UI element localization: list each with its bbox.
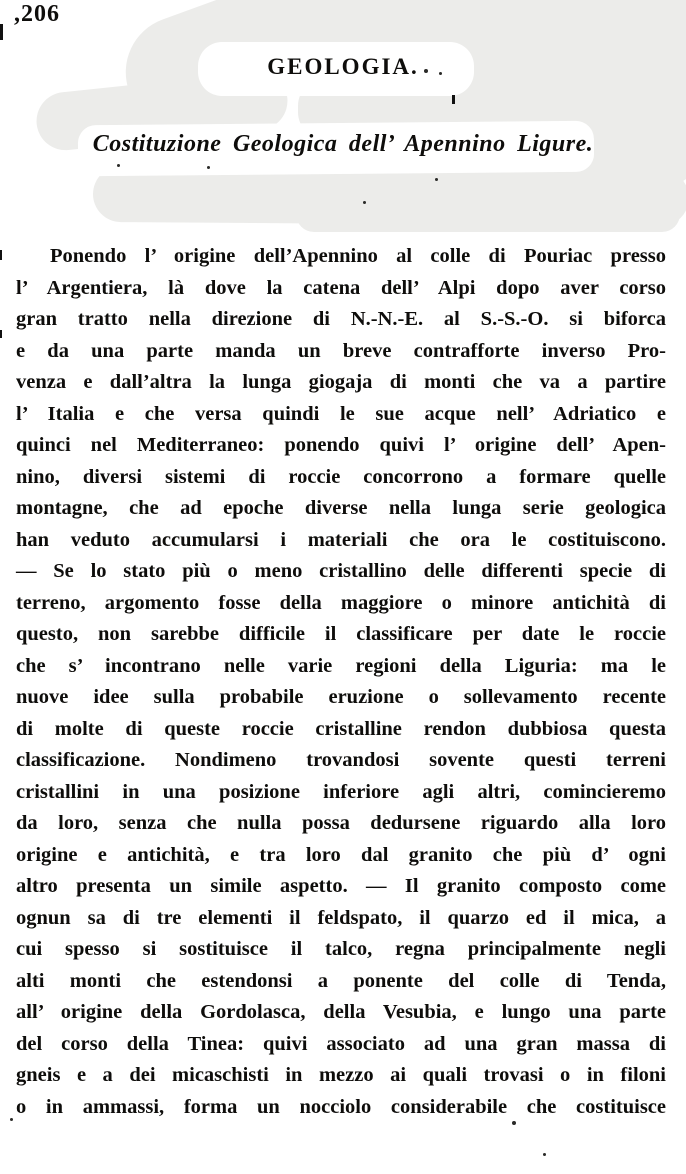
body-text bbox=[16, 241, 666, 1123]
text-line: all’ origine della Gordolasca, della Vesubia, e lungo una parte bbox=[16, 1001, 666, 1023]
scan-speck bbox=[207, 166, 210, 169]
scan-speck bbox=[435, 178, 438, 181]
text-line: e da una parte manda un breve contrafforte inverso Pro- bbox=[16, 339, 666, 362]
text-line: classificazione. Nondimeno trovandosi sovente questi terreni bbox=[16, 749, 666, 771]
scan-edge-artifact bbox=[0, 250, 2, 260]
text-line: da loro, senza che nulla possa dedursene riguardo alla loro bbox=[16, 812, 666, 834]
text-line: nuove idee sulla probabile eruzione o sollevamento recente bbox=[16, 686, 666, 708]
scan-speck bbox=[10, 1118, 13, 1121]
text-line: Ponendo l’ origine dell’Apennino al colle di Pouriac presso bbox=[50, 245, 666, 267]
scan-stain bbox=[296, 196, 680, 232]
text-line: origine e antichità, e tra loro dal granito che più d’ ogni bbox=[16, 843, 666, 866]
text-line: quinci nel Mediterraneo: ponendo quivi l’ origine dell’ Apen- bbox=[16, 434, 666, 456]
section-title: GEOLOGIA. bbox=[267, 54, 419, 79]
text-line: che s’ incontrano nelle varie regioni della Liguria: ma le bbox=[16, 654, 666, 677]
text-line: nino, diversi sistemi di roccie concorrono a formare quelle bbox=[16, 465, 666, 488]
text-line: alti monti che estendonsi a ponente del colle di Tenda, bbox=[16, 969, 666, 992]
text-line: venza e dall’altra la lunga giogaja di monti che va a partire bbox=[16, 371, 666, 393]
scan-edge-artifact bbox=[0, 24, 3, 40]
scan-speck bbox=[117, 164, 120, 167]
text-line: montagne, che ad epoche diverse nella lunga serie geologica bbox=[16, 497, 666, 519]
text-line: gneis e a dei micaschisti in mezzo ai quali trovasi o in filoni bbox=[16, 1064, 666, 1086]
text-line: terreno, argomento fosse della maggiore o minore antichità di bbox=[16, 591, 666, 614]
scan-speck bbox=[439, 72, 442, 75]
text-line: ognun sa di tre elementi il feldspato, il quarzo ed il mica, a bbox=[16, 906, 666, 929]
text-line: o in ammassi, forma un nocciolo considerabile che costituisce bbox=[16, 1095, 666, 1118]
text-line: han veduto accumularsi i materiali che ora le costituiscono. bbox=[16, 528, 666, 551]
text-line: altro presenta un simile aspetto. — Il granito composto come bbox=[16, 875, 666, 897]
text-line: del corso della Tinea: quivi associato ad una gran massa di bbox=[16, 1032, 666, 1055]
scan-speck bbox=[543, 1153, 546, 1156]
scan-speck bbox=[452, 95, 455, 104]
text-line: cristallini in una posizione inferiore agli altri, comincieremo bbox=[16, 780, 666, 803]
scan-speck bbox=[363, 201, 366, 204]
text-line: l’ Italia e che versa quindi le sue acque nell’ Adriatico e bbox=[16, 402, 666, 425]
text-line: cui spesso si sostituisce il talco, regna principalmente negli bbox=[16, 938, 666, 960]
scan-speck bbox=[512, 1121, 516, 1125]
page-number: ,206 bbox=[14, 1, 60, 27]
scan-edge-artifact bbox=[0, 330, 2, 338]
text-line: l’ Argentiera, là dove la catena dell’ Alpi dopo aver corso bbox=[16, 276, 666, 299]
text-line: — Se lo stato più o meno cristallino delle differenti specie di bbox=[16, 560, 666, 582]
text-line: questo, non sarebbe difficile il classificare per date le roccie bbox=[16, 623, 666, 645]
text-line: gran tratto nella direzione di N.-N.-E. al S.-S.-O. si biforca bbox=[16, 308, 666, 330]
text-line: di molte di queste roccie cristalline rendon dubbiosa questa bbox=[16, 717, 666, 740]
chapter-subtitle: Costituzione Geologica dell’ Apennino Ligure. bbox=[92, 131, 594, 157]
scan-speck bbox=[424, 69, 428, 73]
